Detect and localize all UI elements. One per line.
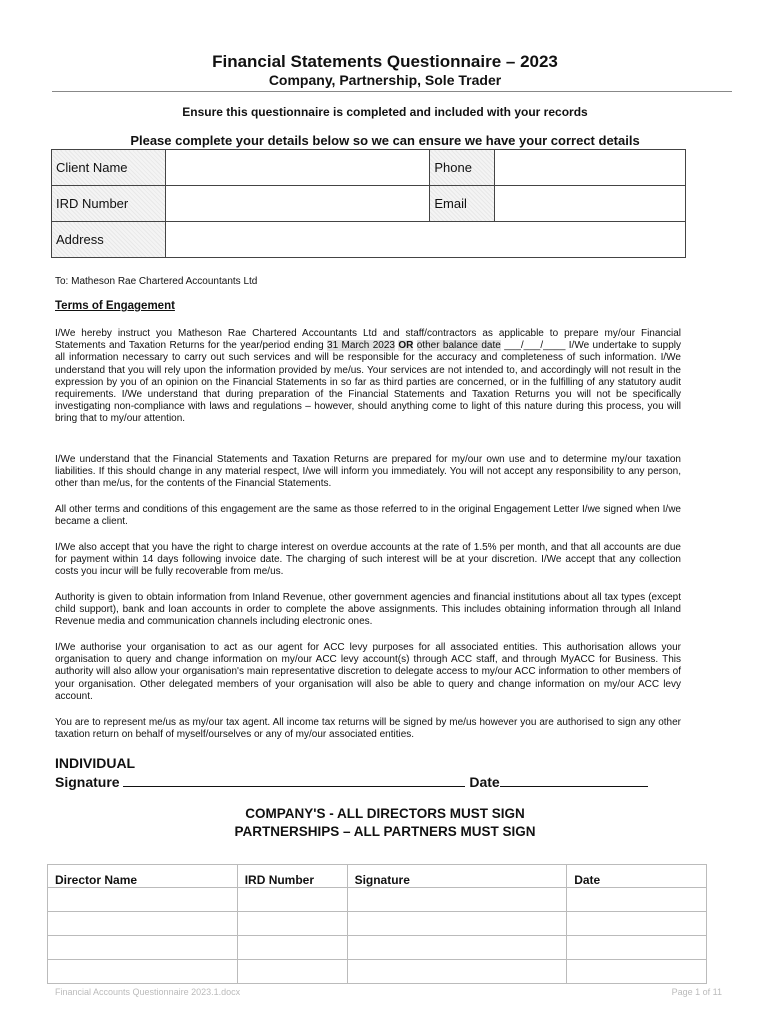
signature-cell[interactable] [347,936,567,960]
individual-signature-row [55,773,685,790]
date-cell[interactable] [567,912,707,936]
signature-header: Signature [347,865,567,888]
details-instruction: Please complete your details below so we can ensure we have your correct details [130,133,640,148]
phone-label: Phone [430,150,495,186]
table-row [48,936,707,960]
ird-number-header: IRD Number [237,865,347,888]
directors-table [47,864,707,984]
client-details-table [51,149,686,258]
director-name-cell[interactable] [48,912,238,936]
ird-number-cell[interactable] [237,888,347,912]
terms-paragraph-3: All other terms and conditions of this engagement are the same as those referred to in the original Engagement Letter I/we signed when I/we became a client. [55,504,681,528]
terms-paragraph-7: You are to represent me/us as my/our tax agent. All income tax returns will be signed by me/us however you are authorised to sign any other taxation return on behalf of myself/ourselves or any of my/our associated entities. [55,717,681,741]
ird-number-cell[interactable] [237,912,347,936]
signature-field[interactable] [123,773,465,787]
director-name-cell[interactable] [48,888,238,912]
ird-number-cell[interactable] [237,960,347,984]
or-keyword: OR [398,340,414,352]
company-sign-heading: COMPANY'S - ALL DIRECTORS MUST SIGN [245,806,525,821]
directors-table-header [48,865,707,888]
other-balance-date-field[interactable]: ___/___/____ [504,340,566,352]
individual-heading: INDIVIDUAL [55,755,136,771]
signature-cell[interactable] [347,912,567,936]
addressee-line: To: Matheson Rae Chartered Accountants Ltd [55,276,258,287]
ird-number-cell[interactable] [237,936,347,960]
date-cell[interactable] [567,960,707,984]
client-name-label: Client Name [52,150,166,186]
date-cell[interactable] [567,888,707,912]
address-field[interactable] [165,222,685,258]
phone-field[interactable] [495,150,686,186]
page-subtitle: Company, Partnership, Sole Trader [268,72,502,88]
date-cell[interactable] [567,936,707,960]
table-row [48,888,707,912]
page-title: Financial Statements Questionnaire – 2023 [212,52,558,71]
director-name-cell[interactable] [48,960,238,984]
signature-cell[interactable] [347,960,567,984]
address-label: Address [52,222,166,258]
client-name-field[interactable] [165,150,430,186]
header-divider [52,91,732,92]
terms-paragraph-1: I/We hereby instruct you Matheson Rae Chartered Accountants Ltd and staff/contractors as applicable to prepare my/our Financial Statements and Taxation Returns for the year/period ending 31 March 2023 OR other balance date ___/___/____ I/We undertake to supply all information necessary to carry out such services and will be responsible for the accuracy and completeness of such information. I/We understand that you will rely upon the information provided by me/us. Your services are not intended to, and accordingly will not result in the expression by you of an opinion on the Financial Statements in so far as third parties are concerned, or in the fulfilling of any statutory audit requirements. I/We understand that during preparation of the Financial Statements and Taxation Returns you will not be specifically investigating non-compliance with laws and regulations – however, should anything come to light of this nature during this process, you will bring that to my/our attention. [55,328,682,425]
footer-filename: Financial Accounts Questionnaire 2023.1.docx [55,987,241,997]
year-end-date[interactable]: 31 March 2023 [327,340,395,352]
date-header: Date [567,865,707,888]
table-row [48,960,707,984]
terms-heading: Terms of Engagement [55,300,175,312]
date-label: Date [469,774,500,790]
terms-paragraph-6: I/We authorise your organisation to act as our agent for ACC levy purposes for all associated entities. This authorisation allows your organisation to query and change information on my/our ACC levy account(s) through ACC staff, and through MyACC for Business. This authority will also allow your organisation's main representative discretion to delegate access to my/our ACC information to other members of your organisation. Other delegated members of your organisation will also be able to query and change information on my/our ACC levy account. [55,642,681,702]
director-name-header: Director Name [48,865,238,888]
other-balance-date-label: other balance date [416,340,501,352]
terms-paragraph-4: I/We also accept that you have the right to charge interest on overdue accounts at the rate of 1.5% per month, and that all accounts are due for payment within 14 days following invoice date. The charging of such interest will be at your discretion. I/We accept that any collection costs you incur will be fully recoverable from me/us. [55,542,681,578]
footer-page-number: Page 1 of 11 [671,987,722,997]
date-field[interactable] [500,773,648,787]
terms-paragraph-5: Authority is given to obtain information from Inland Revenue, other government agencies and financial institutions about all tax types (except child support), bank and loan accounts in order to complete the above assignments. This includes obtaining information through all Inland Revenue media and communication channels including electronic ones. [55,592,681,628]
director-name-cell[interactable] [48,936,238,960]
partnership-sign-heading: PARTNERSHIPS – ALL PARTNERS MUST SIGN [234,824,536,839]
ird-number-field[interactable] [165,186,430,222]
terms-paragraph-2: I/We understand that the Financial Statements and Taxation Returns are prepared for my/our own use and to determine my/our taxation liabilities. If this should change in any material respect, I/we will inform you immediately. You will not accept any responsibility to any person, other than me/us, for the contents of the Financial Statements. [55,454,681,490]
ird-number-label: IRD Number [52,186,166,222]
signature-label: Signature [55,774,120,790]
email-label: Email [430,186,495,222]
table-row [48,912,707,936]
email-field[interactable] [495,186,686,222]
signature-cell[interactable] [347,888,567,912]
ensure-instruction: Ensure this questionnaire is completed and included with your records [182,105,588,119]
